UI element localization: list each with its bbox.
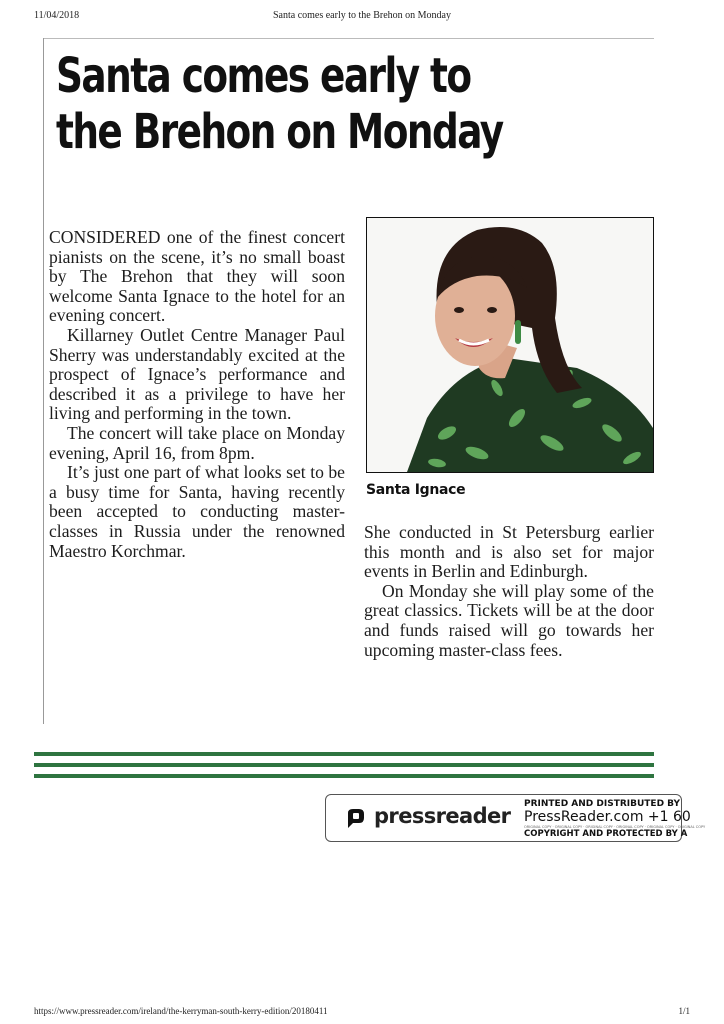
paragraph: She conducted in St Petersburg earlier this month and is also set for major events in Berlin and Edinburgh. — [364, 522, 654, 582]
headline-line-1: Santa comes early to — [56, 48, 471, 104]
article-photo — [366, 217, 654, 473]
print-date: 11/04/2018 — [34, 10, 80, 21]
portrait-image — [367, 218, 653, 472]
paragraph: Killarney Outlet Centre Manager Paul Sherry was understandably excited at the prospect of Ignace’s performance and described it as a privilege to have her living and performing in the town. — [49, 324, 345, 424]
article-column-2 — [364, 523, 654, 660]
pressreader-site-phone: PressReader.com +1 60 — [524, 809, 691, 825]
paragraph: CONSIDERED one of the finest concert pianists on the scene, it’s no small boast by The Brehon that they will soon welcome Santa Ignace to the hotel for an evening concert. — [49, 227, 345, 326]
article-left-rule — [43, 38, 44, 724]
paragraph: The concert will take place on Monday evening, April 16, from 8pm. — [49, 422, 345, 463]
page-number: 1/1 — [678, 1006, 690, 1016]
stripe — [34, 752, 654, 756]
copyright-label: COPYRIGHT AND PROTECTED BY A — [524, 829, 688, 839]
paragraph: On Monday she will play some of the great classics. Tickets will be at the door and funds raised will go towards her upcoming master-class fees. — [364, 580, 654, 660]
print-footer — [0, 1004, 724, 1020]
stripe — [34, 763, 654, 767]
article-column-1 — [49, 228, 345, 561]
print-url[interactable]: https://www.pressreader.com/ireland/the-kerryman-south-kerry-edition/20180411 — [34, 1006, 328, 1016]
print-header — [0, 6, 724, 22]
stripe — [34, 774, 654, 778]
paragraph: It’s just one part of what looks set to be a busy time for Santa, having recently been accepted to conducting master-classes in Russia under the renowned Maestro Korchmar. — [49, 462, 345, 561]
green-divider-stripes — [34, 752, 654, 785]
print-title: Santa comes early to the Brehon on Monday — [272, 10, 451, 21]
top-divider — [44, 38, 654, 39]
pressreader-logo-icon — [344, 807, 366, 829]
pressreader-logo-text: pressreader — [374, 804, 511, 828]
headline-line-2: the Brehon on Monday — [56, 104, 503, 160]
pressreader-badge[interactable] — [325, 794, 706, 842]
printed-by-label: PRINTED AND DISTRIBUTED BY — [524, 799, 681, 809]
original-copy-text: ORIGINAL COPY · ORIGINAL COPY · ORIGINAL COPY · ORIGINAL COPY · ORIGINAL COPY · ORIGINAL COPY — [524, 825, 706, 829]
photo-caption: Santa Ignace — [366, 482, 466, 498]
article-headline — [56, 48, 657, 160]
